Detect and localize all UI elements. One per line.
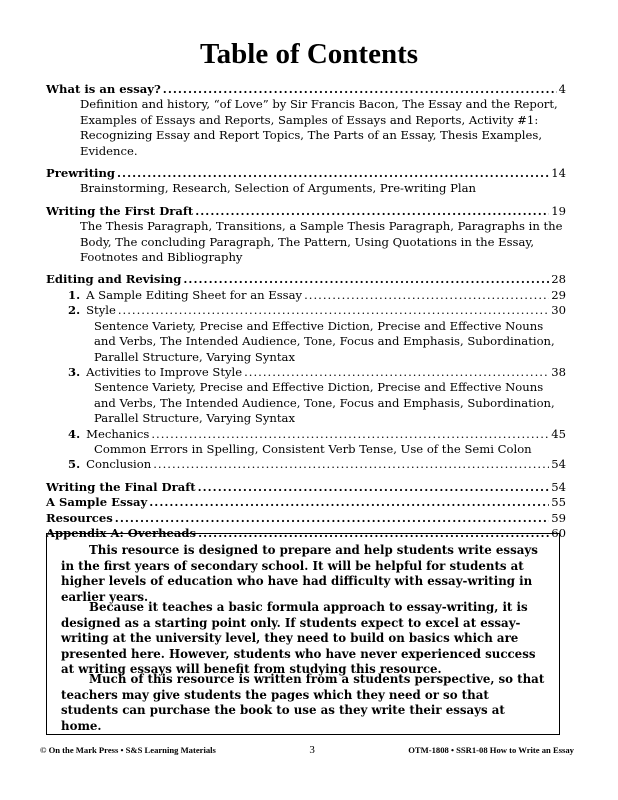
toc-entry-label: Resources <box>46 510 113 525</box>
toc-section-first-draft <box>46 204 566 266</box>
toc-entry-label: Writing the First Draft <box>46 203 194 218</box>
toc-subentry-number: 1. <box>68 287 81 302</box>
toc-subentry-page: 54 <box>551 457 566 472</box>
toc-entry <box>46 166 566 181</box>
toc-subentry <box>46 427 566 442</box>
footer-publisher: © On the Mark Press • S&S Learning Materials <box>40 745 216 755</box>
toc-entry <box>46 82 566 97</box>
dot-leader <box>304 288 549 303</box>
toc-entry-page: 4 <box>558 82 566 96</box>
toc-entry-label: What is an essay? <box>46 82 161 96</box>
callout-paragraph: Much of this resource is written from a students perspective, so that teachers may give students the pages which they need or so that students can purchase the book to use as they write their essays at home. <box>61 672 545 733</box>
footer-page-number: 3 <box>309 744 315 756</box>
page-footer <box>40 744 574 756</box>
dot-leader <box>183 272 549 287</box>
toc-entry-label: Writing the Final Draft <box>46 479 196 494</box>
toc-subentry <box>46 457 566 472</box>
toc-entry <box>46 495 566 510</box>
toc-entry-label: Editing and Revising <box>46 272 182 287</box>
table-of-contents <box>46 82 566 541</box>
dot-leader <box>195 204 549 219</box>
toc-entry <box>46 480 566 495</box>
toc-subentry-description: Sentence Variety, Precise and Effective Diction, Precise and Effective Nouns and Verbs, The Intended Audience, Tone, Focus and Emphasis, Subordination, Parallel Structure, Varying Syntax <box>94 380 555 426</box>
toc-subentry-page: 29 <box>551 287 566 302</box>
dot-leader <box>163 82 557 97</box>
toc-entry-description: The Thesis Paragraph, Transitions, a Sample Thesis Paragraph, Paragraphs in the Body, The concluding Paragraph, The Pattern, Using Quotations in the Essay, Footnotes and Bibliography <box>80 219 563 265</box>
toc-subentry-number: 2. <box>68 303 81 318</box>
toc-section-editing <box>46 272 566 472</box>
toc-subentry-description: Sentence Variety, Precise and Effective Diction, Precise and Effective Nouns and Verbs, The Intended Audience, Tone, Focus and Emphasis, Subordination, Parallel Structure, Varying Syntax <box>94 318 555 364</box>
toc-subentry-label: A Sample Editing Sheet for an Essay <box>86 287 303 302</box>
toc-subentry-page: 45 <box>551 426 566 441</box>
toc-subentry-number: 3. <box>68 364 81 379</box>
toc-entry-page: 55 <box>551 495 566 510</box>
toc-subentry <box>46 365 566 380</box>
toc-subentry-description: Common Errors in Spelling, Consistent Verb Tense, Use of the Semi Colon <box>94 441 532 456</box>
toc-subentry <box>46 288 566 303</box>
toc-entry-page: 59 <box>551 510 566 525</box>
dot-leader <box>117 166 549 181</box>
dot-leader <box>244 365 549 380</box>
callout-paragraph: Because it teaches a basic formula approach to essay-writing, it is designed as a starting point only. If students expect to excel at essay-writing at the university level, they need to build on basics which are presented here. However, students who have never experienced success at writing essays will benefit from studying this resource. <box>61 600 536 676</box>
toc-entry-label: A Sample Essay <box>46 495 148 510</box>
toc-subentry-label: Style <box>86 303 116 318</box>
footer-product-code: OTM-1808 • SSR1-08 How to Write an Essay <box>408 745 574 755</box>
toc-section-what-is-an-essay <box>46 82 566 159</box>
toc-entry-page: 28 <box>551 272 566 287</box>
toc-subentry-page: 38 <box>551 364 566 379</box>
toc-entry <box>46 272 566 287</box>
intro-callout-box <box>46 533 560 735</box>
toc-subentry-number: 4. <box>68 426 81 441</box>
dot-leader <box>115 511 549 526</box>
dot-leader <box>118 303 549 318</box>
toc-subentry-label: Conclusion <box>86 457 152 472</box>
dot-leader <box>153 457 549 472</box>
toc-entry <box>46 204 566 219</box>
toc-subentry-label: Mechanics <box>86 426 150 441</box>
toc-entry-description: Brainstorming, Research, Selection of Arguments, Pre-writing Plan <box>80 181 476 196</box>
toc-entry-page: 60 <box>551 525 566 540</box>
page-title: Table of Contents <box>199 38 419 70</box>
toc-entry-label: Appendix A: Overheads <box>46 525 197 540</box>
toc-subentry <box>46 303 566 318</box>
toc-entry-page: 54 <box>551 479 566 494</box>
dot-leader <box>198 480 550 495</box>
toc-entry-page: 19 <box>551 203 566 218</box>
dot-leader <box>149 495 549 510</box>
toc-entry-page: 14 <box>551 166 566 181</box>
callout-paragraph: This resource is designed to prepare and help students write essays in the first years of secondary school. It will be helpful for students at higher levels of education who have had difficulty with essay-writing in earlier years. <box>61 543 538 604</box>
toc-entry <box>46 511 566 526</box>
toc-subentry-number: 5. <box>68 457 81 472</box>
toc-entry-description: Definition and history, “of Love” by Sir Francis Bacon, The Essay and the Report, Examples of Essays and Reports, Samples of Essays and Reports, Activity #1: Recognizing Essay and Report Topics, The Parts of an Essay, Thesis Examples, Evidence. <box>80 97 558 158</box>
dot-leader <box>151 427 549 442</box>
toc-entry-label: Prewriting <box>46 166 115 181</box>
toc-subentry-label: Activities to Improve Style <box>86 364 243 379</box>
toc-subentry-page: 30 <box>551 303 566 318</box>
toc-section-prewriting <box>46 166 566 197</box>
